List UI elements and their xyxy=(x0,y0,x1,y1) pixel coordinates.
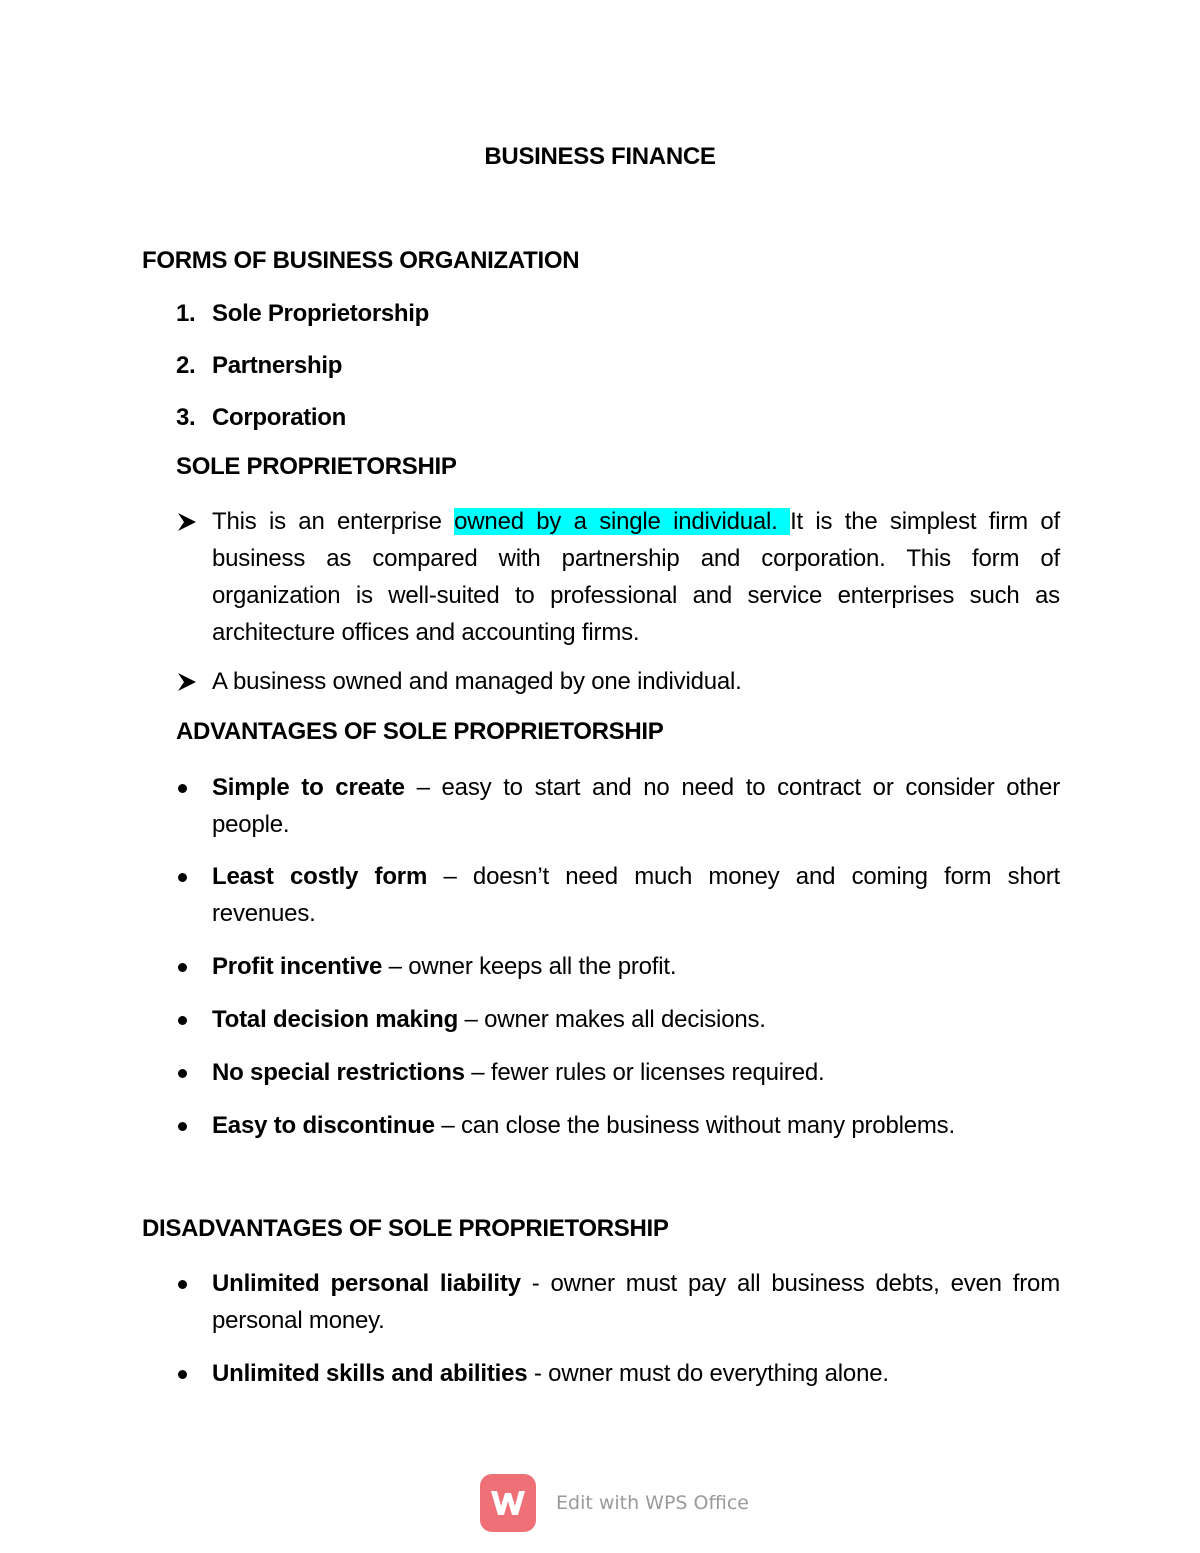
bullet-icon xyxy=(178,784,187,793)
advantage-desc: – easy to start and no need to contract or consider other people. xyxy=(212,774,1060,838)
bullet-icon xyxy=(178,1280,187,1289)
sole-point xyxy=(176,663,1060,700)
sole-point xyxy=(176,503,1060,651)
advantages-heading: ADVANTAGES OF SOLE PROPRIETORSHIP xyxy=(176,718,664,745)
list-label: Corporation xyxy=(212,404,347,431)
advantage-term: No special restrictions xyxy=(212,1059,465,1086)
list-label: Partnership xyxy=(212,352,343,379)
advantage-desc: – owner keeps all the profit. xyxy=(382,953,677,980)
wps-logo-icon[interactable] xyxy=(480,1474,536,1532)
sole-point-text-start: This is an enterprise xyxy=(212,508,455,535)
advantage-term: Easy to discontinue xyxy=(212,1112,435,1139)
disadvantage-desc: - owner must pay all business debts, even from personal money. xyxy=(212,1270,1060,1334)
advantage-desc: – can close the business without many problems. xyxy=(434,1112,955,1139)
advantage-item xyxy=(176,858,1060,932)
disadvantages-heading: DISADVANTAGES OF SOLE PROPRIETORSHIP xyxy=(142,1215,669,1242)
disadvantage-term: Unlimited personal liability xyxy=(212,1270,521,1297)
advantage-desc: – fewer rules or licenses required. xyxy=(464,1059,825,1086)
bullet-icon xyxy=(178,1370,187,1379)
bullet-icon xyxy=(178,1069,187,1078)
advantage-desc: – doesn’t need much money and coming form short revenues. xyxy=(212,863,1061,927)
list-number: 1. xyxy=(176,300,196,327)
bullet-icon xyxy=(178,1016,187,1025)
forms-list xyxy=(176,297,429,453)
sole-point-text-end: It is the simplest firm of business as compared with partnership and corporation. This form of organization is well-suited to professional and service enterprises such as architecture offices and accounting firms. xyxy=(212,508,1060,646)
sole-point-text: A business owned and managed by one individual. xyxy=(212,668,742,695)
arrow-bullet-icon xyxy=(176,663,212,700)
disadvantage-item xyxy=(176,1265,1060,1339)
advantage-term: Least costly form xyxy=(212,863,428,890)
wps-footer[interactable] xyxy=(480,1474,749,1532)
disadvantage-desc: - owner must do everything alone. xyxy=(527,1360,889,1387)
bullet-icon xyxy=(178,873,187,882)
advantage-item xyxy=(176,769,1060,843)
list-number: 2. xyxy=(176,352,196,379)
highlighted-text: owned by a single individual. xyxy=(454,508,791,535)
list-item xyxy=(176,401,429,453)
advantage-item xyxy=(176,1107,1076,1144)
bullet-icon xyxy=(178,963,187,972)
advantage-term: Profit incentive xyxy=(212,953,383,980)
bullet-icon xyxy=(178,1122,187,1131)
sole-point-text xyxy=(212,503,1060,651)
advantage-item xyxy=(176,948,1060,985)
advantage-term: Total decision making xyxy=(212,1006,459,1033)
list-item xyxy=(176,297,429,349)
advantage-item xyxy=(176,1054,1060,1091)
advantage-desc: – owner makes all decisions. xyxy=(458,1006,766,1033)
disadvantage-item xyxy=(176,1355,1060,1392)
list-item xyxy=(176,349,429,401)
advantage-item xyxy=(176,1001,1060,1038)
disadvantage-term: Unlimited skills and abilities xyxy=(212,1360,528,1387)
page-title: BUSINESS FINANCE xyxy=(484,143,716,170)
advantage-term: Simple to create xyxy=(212,774,405,801)
list-number: 3. xyxy=(176,404,196,431)
arrow-bullet-icon xyxy=(176,503,212,540)
forms-heading: FORMS OF BUSINESS ORGANIZATION xyxy=(142,247,580,274)
footer-text[interactable]: Edit with WPS Office xyxy=(556,1492,749,1514)
sole-heading: SOLE PROPRIETORSHIP xyxy=(176,453,457,480)
list-label: Sole Proprietorship xyxy=(212,300,430,327)
